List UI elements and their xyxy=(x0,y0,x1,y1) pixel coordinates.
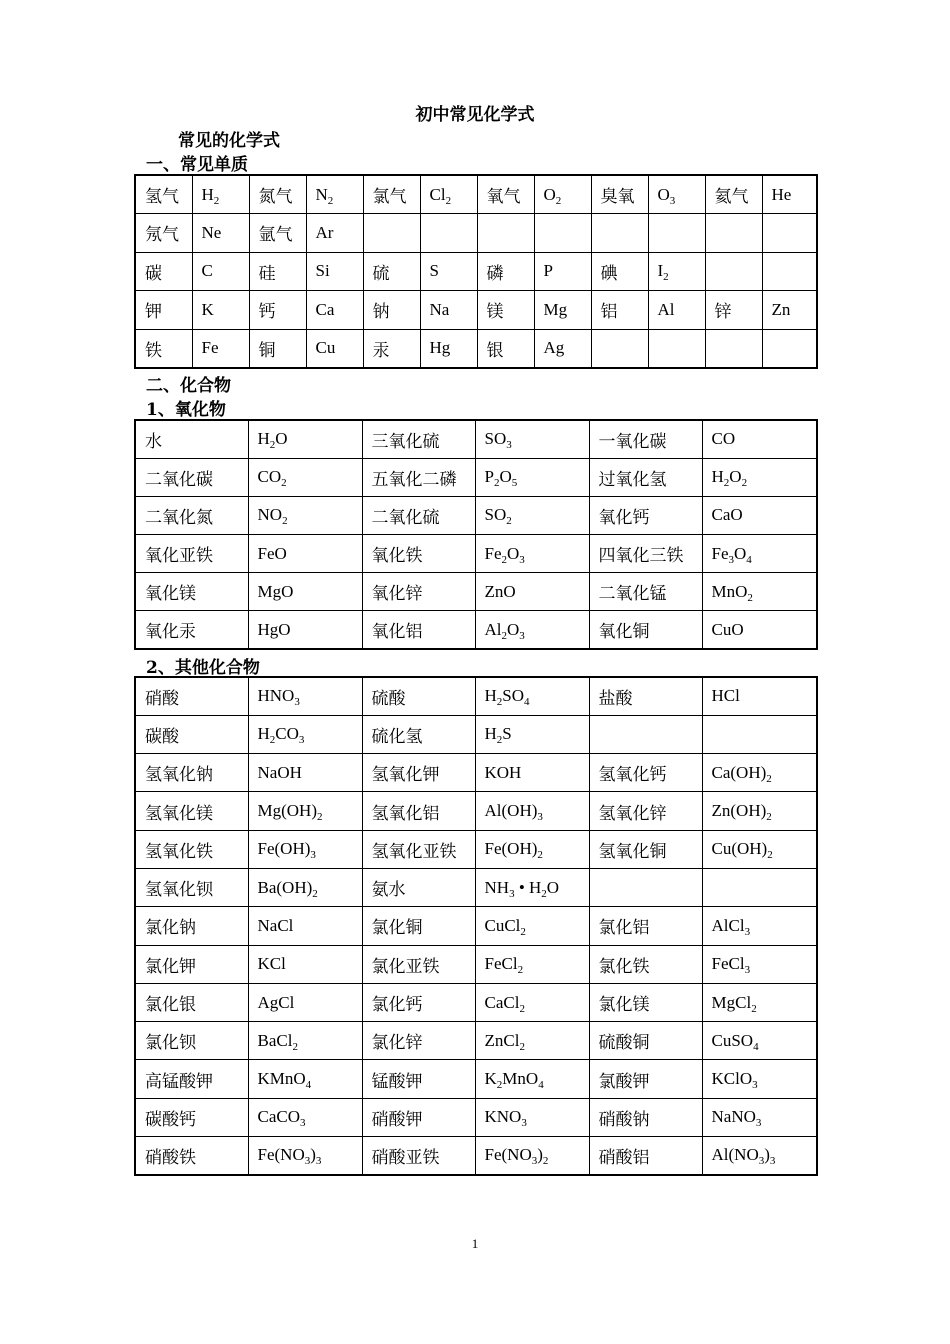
formula-cell: FeCl$_3$ xyxy=(702,945,817,983)
formula-cell: $Cu(OH)_2$ xyxy=(702,830,817,868)
formula-cell: $H_2SO_4$ xyxy=(475,677,589,715)
table-row xyxy=(135,458,817,496)
elements-table xyxy=(134,174,818,369)
formula-cell: AgCl xyxy=(248,983,362,1021)
substance-name-cell: 一氧化碳 xyxy=(589,420,702,458)
substance-name-cell: 氧化铁 xyxy=(362,535,475,573)
formula-cell: Hg xyxy=(420,329,477,368)
formula-cell: $NO_2$ xyxy=(248,496,362,534)
substance-name-cell: 氦气 xyxy=(705,175,762,214)
table-row xyxy=(135,983,817,1021)
table-row xyxy=(135,715,817,753)
substance-name-cell: 氖气 xyxy=(135,214,192,253)
formula-cell: $Zn(OH)_2$ xyxy=(702,792,817,830)
table-row xyxy=(135,792,817,830)
substance-name-cell: 氧气 xyxy=(477,175,534,214)
formula-cell: $P_2O_5$ xyxy=(475,458,589,496)
table-row xyxy=(135,573,817,611)
formula-cell: $Ca(OH)_2$ xyxy=(702,754,817,792)
substance-name-cell: 镁 xyxy=(477,291,534,330)
formula-cell: $NH_3$ • $H_2O$ xyxy=(475,868,589,906)
formula-cell: $Fe_3O_4$ xyxy=(702,535,817,573)
table-row xyxy=(135,1098,817,1136)
substance-name-cell: 氯化银 xyxy=(135,983,248,1021)
substance-name-cell: 氧化钙 xyxy=(589,496,702,534)
substance-name-cell: 氢氧化钙 xyxy=(589,754,702,792)
formula-cell: KOH xyxy=(475,754,589,792)
formula-cell: AlCl$_3$ xyxy=(702,907,817,945)
formula-cell: $KNO_3$ xyxy=(475,1098,589,1136)
table-row xyxy=(135,677,817,715)
table-row xyxy=(135,830,817,868)
substance-name-cell: 碘 xyxy=(591,252,648,291)
section-heading-elements: 一、常见单质 xyxy=(146,155,248,175)
substance-name-cell: 铜 xyxy=(249,329,306,368)
substance-name-cell: 氢氧化铁 xyxy=(135,830,248,868)
substance-name-cell: 氧化铜 xyxy=(589,611,702,649)
substance-name-cell: 三氧化硫 xyxy=(362,420,475,458)
table-row xyxy=(135,420,817,458)
substance-name-cell: 氢氧化亚铁 xyxy=(362,830,475,868)
formula-cell: HCl xyxy=(702,677,817,715)
substance-name-cell: 硅 xyxy=(249,252,306,291)
substance-name-cell: 锌 xyxy=(705,291,762,330)
formula-cell: HgO xyxy=(248,611,362,649)
formula-cell: $N_2$ xyxy=(306,175,363,214)
substance-name-cell: 铝 xyxy=(591,291,648,330)
substance-name-cell: 银 xyxy=(477,329,534,368)
substance-name-cell: 钙 xyxy=(249,291,306,330)
substance-name-cell: 氯化亚铁 xyxy=(362,945,475,983)
substance-name-cell: 硝酸 xyxy=(135,677,248,715)
substance-name-cell: 铁 xyxy=(135,329,192,368)
formula-cell: NaNO$_3$ xyxy=(702,1098,817,1136)
substance-name-cell: 臭氧 xyxy=(591,175,648,214)
oxides-table xyxy=(134,419,818,650)
substance-name-cell: 二氧化锰 xyxy=(589,573,702,611)
substance-name-cell: 氮气 xyxy=(249,175,306,214)
substance-name-cell: 硫化氢 xyxy=(362,715,475,753)
substance-name-cell: 氯化钠 xyxy=(135,907,248,945)
formula-cell: $Al_2O_3$ xyxy=(475,611,589,649)
other-compounds-table xyxy=(134,676,818,1176)
formula-cell: Ne xyxy=(192,214,249,253)
formula-cell: ZnCl$_2$ xyxy=(475,1022,589,1060)
table-row xyxy=(135,496,817,534)
formula-cell: Mg xyxy=(534,291,591,330)
formula-cell: $H_2O$ xyxy=(248,420,362,458)
formula-cell: Ar xyxy=(306,214,363,253)
formula-cell: NaOH xyxy=(248,754,362,792)
substance-name-cell: 磷 xyxy=(477,252,534,291)
table-row xyxy=(135,945,817,983)
formula-cell: MgO xyxy=(248,573,362,611)
substance-name-cell: 硝酸铝 xyxy=(589,1137,702,1175)
formula-cell: $Al(NO_3)_3$ xyxy=(702,1137,817,1175)
formula-cell xyxy=(420,214,477,253)
formula-cell: $Fe(OH)_2$ xyxy=(475,830,589,868)
formula-cell: P xyxy=(534,252,591,291)
substance-name-cell: 二氧化硫 xyxy=(362,496,475,534)
substance-name-cell: 氢氧化钡 xyxy=(135,868,248,906)
page-number: 1 xyxy=(471,1236,479,1251)
formula-cell xyxy=(702,868,817,906)
formula-cell: FeCl$_2$ xyxy=(475,945,589,983)
substance-name-cell: 氢氧化钾 xyxy=(362,754,475,792)
substance-name-cell: 碳酸 xyxy=(135,715,248,753)
substance-name-cell xyxy=(591,329,648,368)
substance-name-cell xyxy=(591,214,648,253)
formula-cell: Fe xyxy=(192,329,249,368)
substance-name-cell: 锰酸钾 xyxy=(362,1060,475,1098)
table-row xyxy=(135,754,817,792)
formula-cell: $SO_3$ xyxy=(475,420,589,458)
substance-name-cell: 硫 xyxy=(363,252,420,291)
substance-name-cell: 氢氧化铝 xyxy=(362,792,475,830)
formula-cell: KCl xyxy=(248,945,362,983)
substance-name-cell: 氯化锌 xyxy=(362,1022,475,1060)
substance-name-cell: 氢氧化锌 xyxy=(589,792,702,830)
table-row xyxy=(135,1060,817,1098)
substance-name-cell: 氧化亚铁 xyxy=(135,535,248,573)
table-row xyxy=(135,611,817,649)
formula-cell: Na xyxy=(420,291,477,330)
formula-cell: CO xyxy=(702,420,817,458)
substance-name-cell: 汞 xyxy=(363,329,420,368)
formula-cell: $CO_2$ xyxy=(248,458,362,496)
substance-name-cell: 硫酸 xyxy=(362,677,475,715)
substance-name-cell: 高锰酸钾 xyxy=(135,1060,248,1098)
formula-cell: Zn xyxy=(762,291,817,330)
formula-cell: CuSO$_4$ xyxy=(702,1022,817,1060)
table-row xyxy=(135,329,817,368)
substance-name-cell: 五氧化二磷 xyxy=(362,458,475,496)
formula-cell: Cu xyxy=(306,329,363,368)
formula-cell xyxy=(762,214,817,253)
formula-cell: $H_2S$ xyxy=(475,715,589,753)
formula-cell: He xyxy=(762,175,817,214)
substance-name-cell: 钾 xyxy=(135,291,192,330)
substance-name-cell: 氯化铝 xyxy=(589,907,702,945)
formula-cell xyxy=(762,329,817,368)
substance-name-cell xyxy=(705,252,762,291)
substance-name-cell: 氯化铁 xyxy=(589,945,702,983)
formula-cell: C xyxy=(192,252,249,291)
substance-name-cell xyxy=(589,715,702,753)
substance-name-cell xyxy=(477,214,534,253)
formula-cell: Si xyxy=(306,252,363,291)
table-row xyxy=(135,252,817,291)
table-row xyxy=(135,1022,817,1060)
formula-cell: $Fe(OH)_3$ xyxy=(248,830,362,868)
substance-name-cell: 氩气 xyxy=(249,214,306,253)
formula-cell: $I_2$ xyxy=(648,252,705,291)
substance-name-cell: 氯气 xyxy=(363,175,420,214)
substance-name-cell: 碳 xyxy=(135,252,192,291)
table-row xyxy=(135,175,817,214)
table-row xyxy=(135,214,817,253)
substance-name-cell: 硝酸钾 xyxy=(362,1098,475,1136)
formula-cell: CuCl$_2$ xyxy=(475,907,589,945)
substance-name-cell: 硝酸亚铁 xyxy=(362,1137,475,1175)
formula-cell: MnO$_2$ xyxy=(702,573,817,611)
substance-name-cell: 氧化汞 xyxy=(135,611,248,649)
formula-cell xyxy=(648,214,705,253)
substance-name-cell: 水 xyxy=(135,420,248,458)
substance-name-cell: 钠 xyxy=(363,291,420,330)
formula-cell xyxy=(702,715,817,753)
formula-cell: $K_2MnO_4$ xyxy=(475,1060,589,1098)
substance-name-cell: 氧化镁 xyxy=(135,573,248,611)
formula-cell: $O_2$ xyxy=(534,175,591,214)
substance-name-cell: 氧化铝 xyxy=(362,611,475,649)
formula-cell: $Fe(NO_3)_2$ xyxy=(475,1137,589,1175)
section-heading-compounds: 二、化合物 xyxy=(146,376,231,396)
substance-name-cell xyxy=(705,214,762,253)
formula-cell: KMnO$_4$ xyxy=(248,1060,362,1098)
section-heading-oxides: 1、氧化物 xyxy=(146,400,226,420)
substance-name-cell: 氢气 xyxy=(135,175,192,214)
substance-name-cell: 氯化钙 xyxy=(362,983,475,1021)
formula-cell xyxy=(648,329,705,368)
formula-cell: Ca xyxy=(306,291,363,330)
formula-cell: $HNO_3$ xyxy=(248,677,362,715)
substance-name-cell: 氨水 xyxy=(362,868,475,906)
substance-name-cell: 四氧化三铁 xyxy=(589,535,702,573)
substance-name-cell: 盐酸 xyxy=(589,677,702,715)
substance-name-cell: 氢氧化铜 xyxy=(589,830,702,868)
formula-cell: $Mg(OH)_2$ xyxy=(248,792,362,830)
substance-name-cell: 氯化镁 xyxy=(589,983,702,1021)
formula-cell: S xyxy=(420,252,477,291)
formula-cell: MgCl$_2$ xyxy=(702,983,817,1021)
subtitle: 常见的化学式 xyxy=(178,131,280,151)
table-row xyxy=(135,1137,817,1175)
formula-cell: FeO xyxy=(248,535,362,573)
substance-name-cell: 碳酸钙 xyxy=(135,1098,248,1136)
substance-name-cell: 氯化铜 xyxy=(362,907,475,945)
formula-cell: CaO xyxy=(702,496,817,534)
formula-cell: $Al(OH)_3$ xyxy=(475,792,589,830)
substance-name-cell: 硝酸钠 xyxy=(589,1098,702,1136)
formula-cell: KClO$_3$ xyxy=(702,1060,817,1098)
formula-cell: $SO_2$ xyxy=(475,496,589,534)
formula-cell: $Ba(OH)_2$ xyxy=(248,868,362,906)
substance-name-cell xyxy=(363,214,420,253)
formula-cell: CuO xyxy=(702,611,817,649)
substance-name-cell: 氢氧化镁 xyxy=(135,792,248,830)
formula-cell: K xyxy=(192,291,249,330)
page-title: 初中常见化学式 xyxy=(415,105,535,125)
formula-cell: ZnO xyxy=(475,573,589,611)
substance-name-cell: 氧化锌 xyxy=(362,573,475,611)
substance-name-cell: 氢氧化钠 xyxy=(135,754,248,792)
substance-name-cell: 二氧化氮 xyxy=(135,496,248,534)
formula-cell xyxy=(762,252,817,291)
formula-cell: $Fe_2O_3$ xyxy=(475,535,589,573)
formula-cell: $Cl_2$ xyxy=(420,175,477,214)
substance-name-cell: 硫酸铜 xyxy=(589,1022,702,1060)
table-row xyxy=(135,535,817,573)
formula-cell: $O_3$ xyxy=(648,175,705,214)
formula-cell: $H_2O_2$ xyxy=(702,458,817,496)
formula-cell: NaCl xyxy=(248,907,362,945)
substance-name-cell xyxy=(589,868,702,906)
substance-name-cell: 硝酸铁 xyxy=(135,1137,248,1175)
formula-cell: $Fe(NO_3)_3$ xyxy=(248,1137,362,1175)
formula-cell xyxy=(534,214,591,253)
formula-cell: $H_2$ xyxy=(192,175,249,214)
table-row xyxy=(135,868,817,906)
table-row xyxy=(135,291,817,330)
formula-cell: CaCl$_2$ xyxy=(475,983,589,1021)
formula-cell: Ag xyxy=(534,329,591,368)
formula-cell: BaCl$_2$ xyxy=(248,1022,362,1060)
substance-name-cell: 氯化钾 xyxy=(135,945,248,983)
formula-cell: Al xyxy=(648,291,705,330)
section-heading-others: 2、其他化合物 xyxy=(146,658,260,678)
substance-name-cell xyxy=(705,329,762,368)
substance-name-cell: 氯酸钾 xyxy=(589,1060,702,1098)
table-row xyxy=(135,907,817,945)
substance-name-cell: 过氧化氢 xyxy=(589,458,702,496)
substance-name-cell: 二氧化碳 xyxy=(135,458,248,496)
formula-cell: CaCO$_3$ xyxy=(248,1098,362,1136)
substance-name-cell: 氯化钡 xyxy=(135,1022,248,1060)
formula-cell: $H_2CO_3$ xyxy=(248,715,362,753)
